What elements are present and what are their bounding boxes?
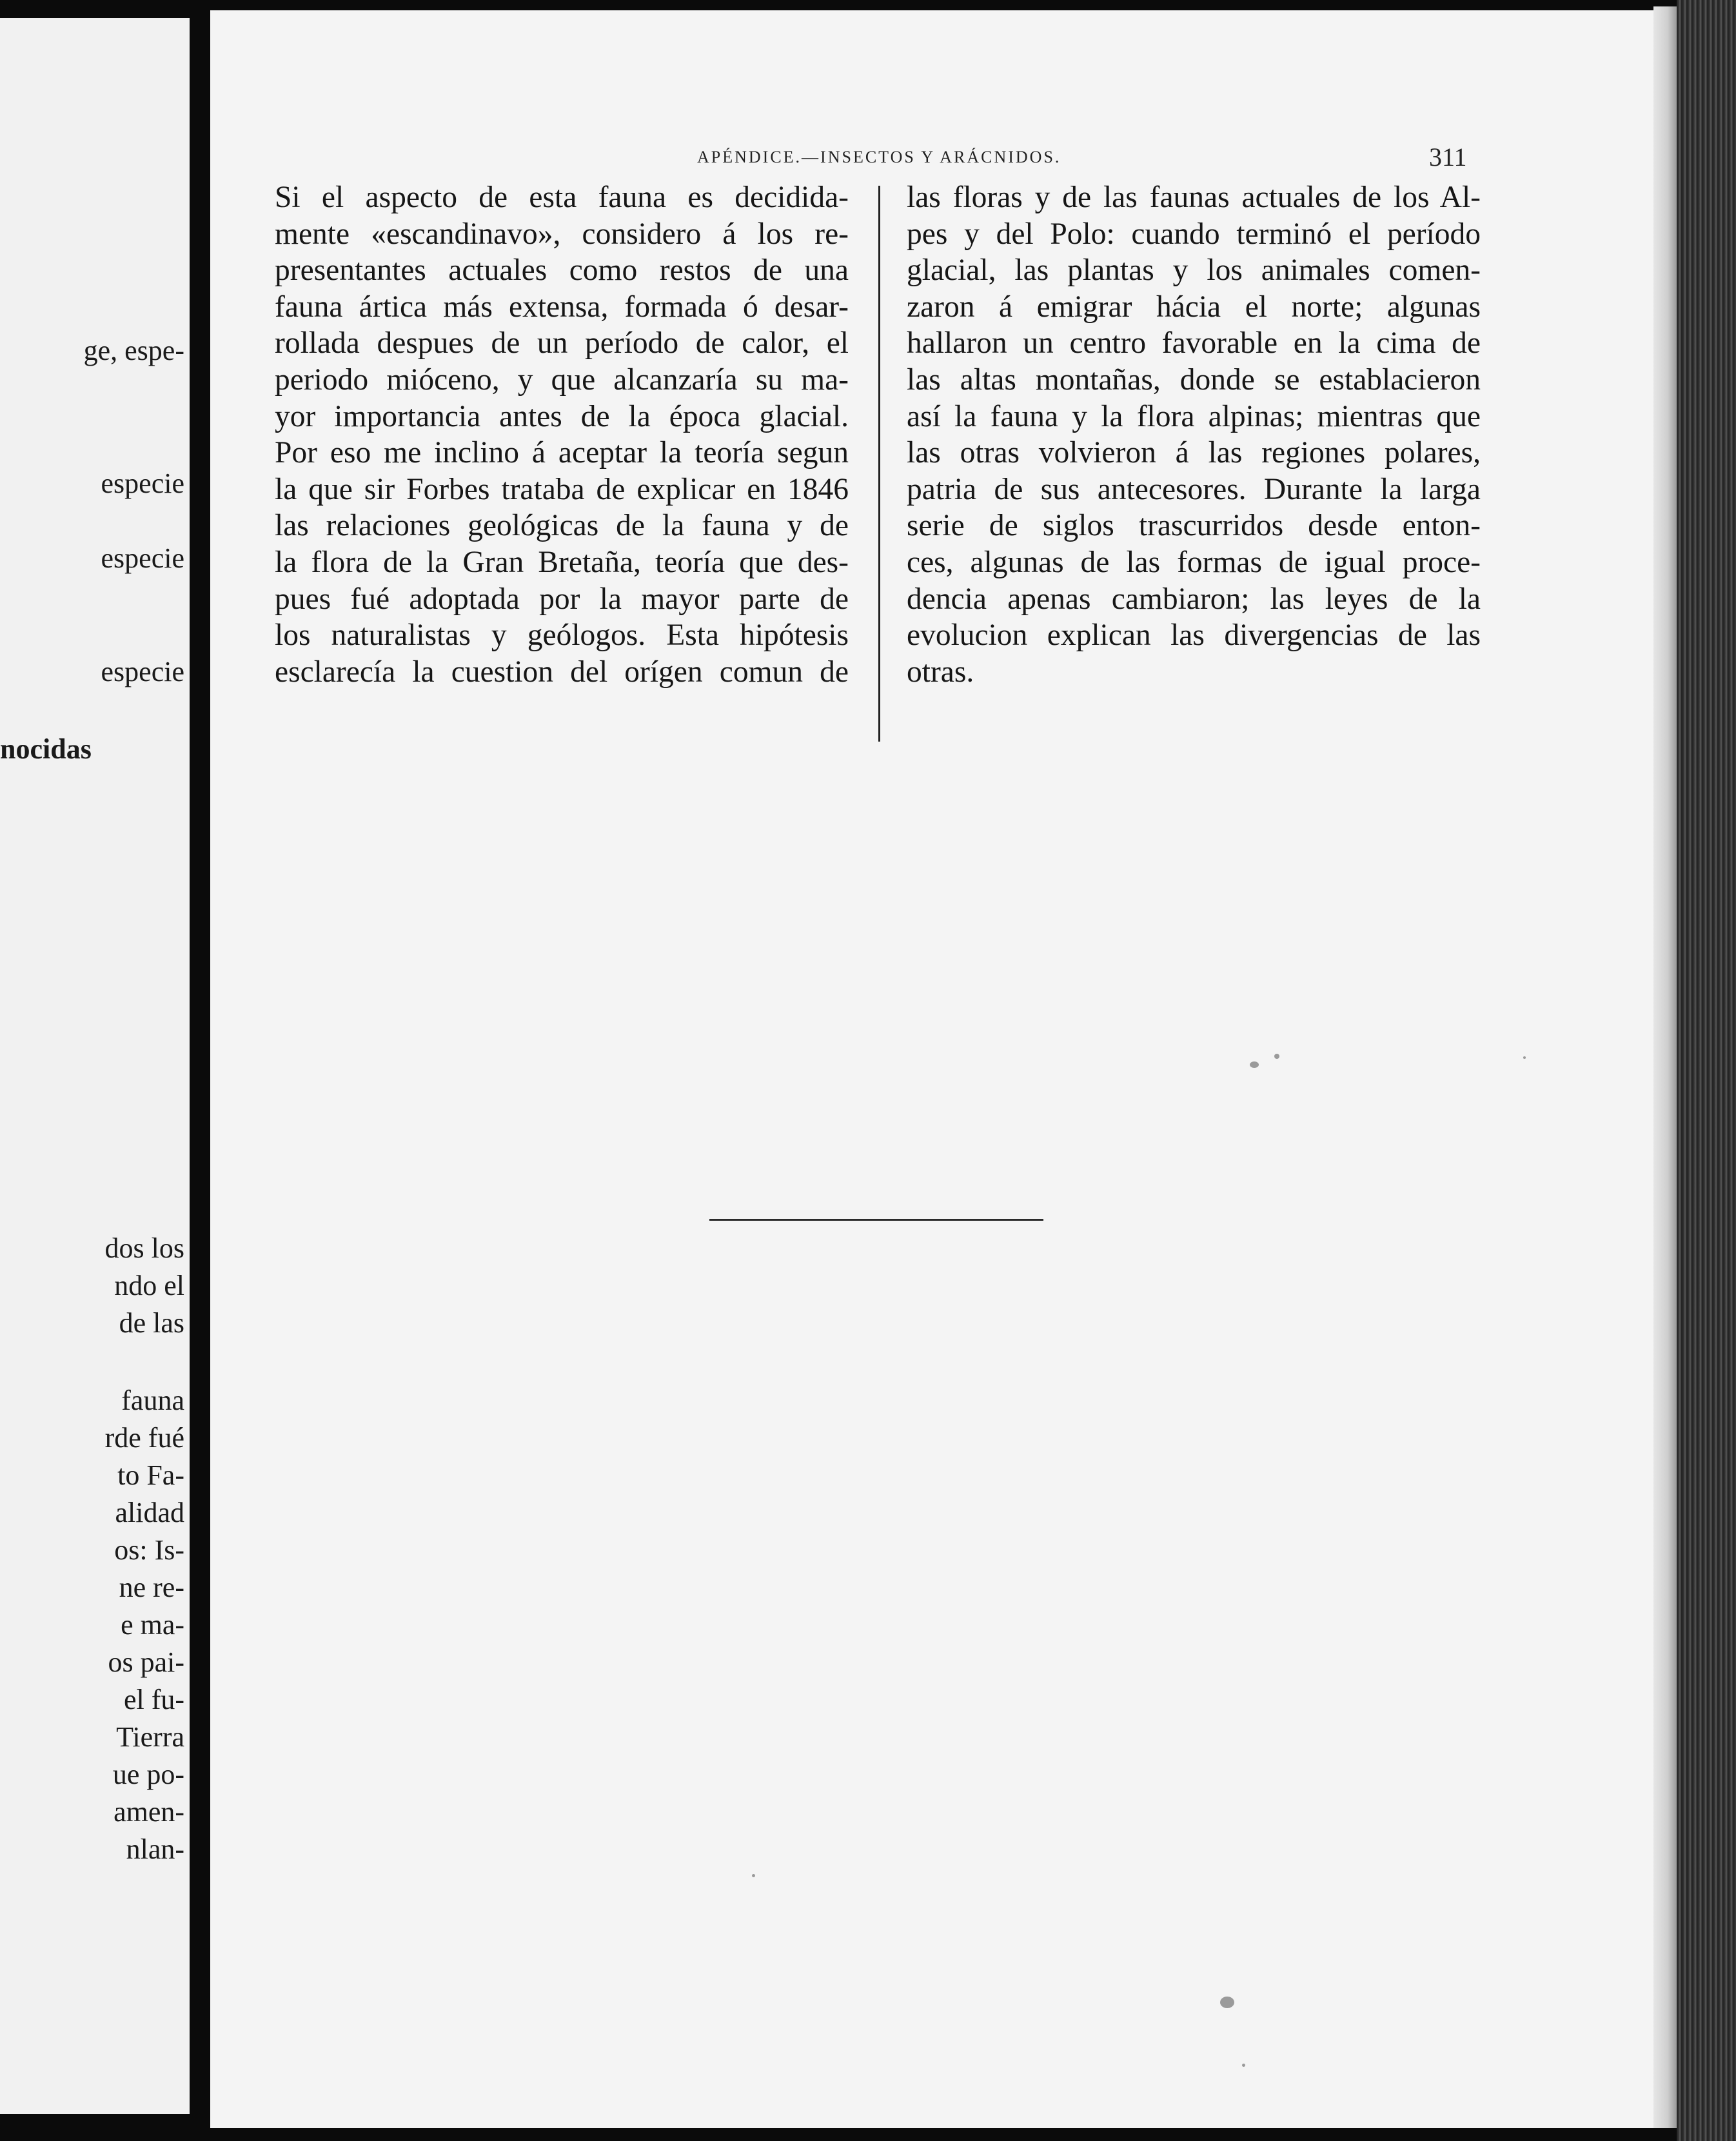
text-line: dencia apenas cambiaron; las leyes de la [907,582,1481,616]
left-page-line: ndo el [114,1270,184,1301]
page-number: 311 [1429,143,1467,172]
page-fore-edge [1653,6,1677,2128]
text-line: hallaron un centro favorable en la cima de [907,326,1481,360]
column-divider [878,186,880,742]
text-line: otras. [907,655,974,689]
left-page-line: alidad [115,1497,184,1528]
text-line: periodo mióceno, y que alcanzaría su ma- [275,362,849,397]
left-page-line: nocidas [0,733,92,765]
left-page-line: fauna [121,1385,184,1416]
left-page-line: especie [101,468,184,499]
text-line: zaron á emigrar hácia el norte; algunas [907,290,1481,324]
text-line: mente «escandinavo», considero á los re- [275,217,849,251]
left-page-line: os: Is- [114,1534,184,1566]
text-line: los naturalistas y geólogos. Esta hipótesis [275,618,849,653]
running-head: APÉNDICE.—INSECTOS Y ARÁCNIDOS. [697,148,1061,166]
text-line: la que sir Forbes trataba de explicar en 1846 [275,472,849,506]
text-line: las relaciones geológicas de la fauna y de [275,509,849,543]
left-page-line: amen- [113,1796,184,1828]
left-page-line: nlan- [126,1833,184,1865]
text-line: Si el aspecto de esta fauna es decidida- [275,181,849,214]
text-column-left [275,179,849,690]
left-page-line: ge, espe- [83,335,184,366]
text-line: patria de sus antecesores. Durante la larga [907,472,1481,506]
text-line: pes y del Polo: cuando terminó el período [907,217,1481,251]
left-page-line: especie [101,656,184,687]
left-page-line: Tierra [116,1721,184,1753]
left-page-line: to Fa- [117,1459,184,1491]
section-end-rule [709,1219,1043,1221]
text-line: esclarecía la cuestion del orígen comun de [275,655,849,689]
left-page-line: rde fué [104,1422,184,1454]
left-page-line: de las [119,1307,184,1339]
text-line: pues fué adoptada por la mayor parte de [275,582,849,616]
left-page-line: e ma- [121,1609,184,1641]
text-line: la flora de la Gran Bretaña, teoría que des- [275,545,849,579]
left-facing-page [0,18,190,2114]
left-page-line: especie [101,542,184,574]
left-page-line: os pai- [108,1646,184,1678]
text-line: fauna ártica más extensa, formada ó desar- [275,290,849,324]
text-line: ces, algunas de las formas de igual proce- [907,545,1481,579]
book-binding [1677,0,1736,2141]
text-line: evolucion explican las divergencias de las [907,618,1481,653]
text-line: rollada despues de un período de calor, el [275,326,849,360]
text-line: yor importancia antes de la época glacial. [275,399,849,433]
book-page [210,10,1653,2128]
text-line: Por eso me inclino á aceptar la teoría segun [275,436,849,470]
left-page-line: el fu- [123,1684,184,1715]
text-line: las floras y de las faunas actuales de los Al- [907,181,1481,214]
left-page-line: ue po- [112,1759,184,1790]
text-column-right [907,179,1481,690]
text-line: presentantes actuales como restos de una [275,253,849,288]
text-line: así la fauna y la flora alpinas; mientras que [907,399,1481,433]
left-page-line: dos los [104,1232,184,1264]
text-line: las altas montañas, donde se establacieron [907,362,1481,397]
text-line: glacial, las plantas y los animales comen- [907,253,1481,288]
left-page-line: ne re- [119,1572,184,1603]
text-line: serie de siglos trascurridos desde enton- [907,509,1481,543]
text-line: las otras volvieron á las regiones polares, [907,436,1481,470]
